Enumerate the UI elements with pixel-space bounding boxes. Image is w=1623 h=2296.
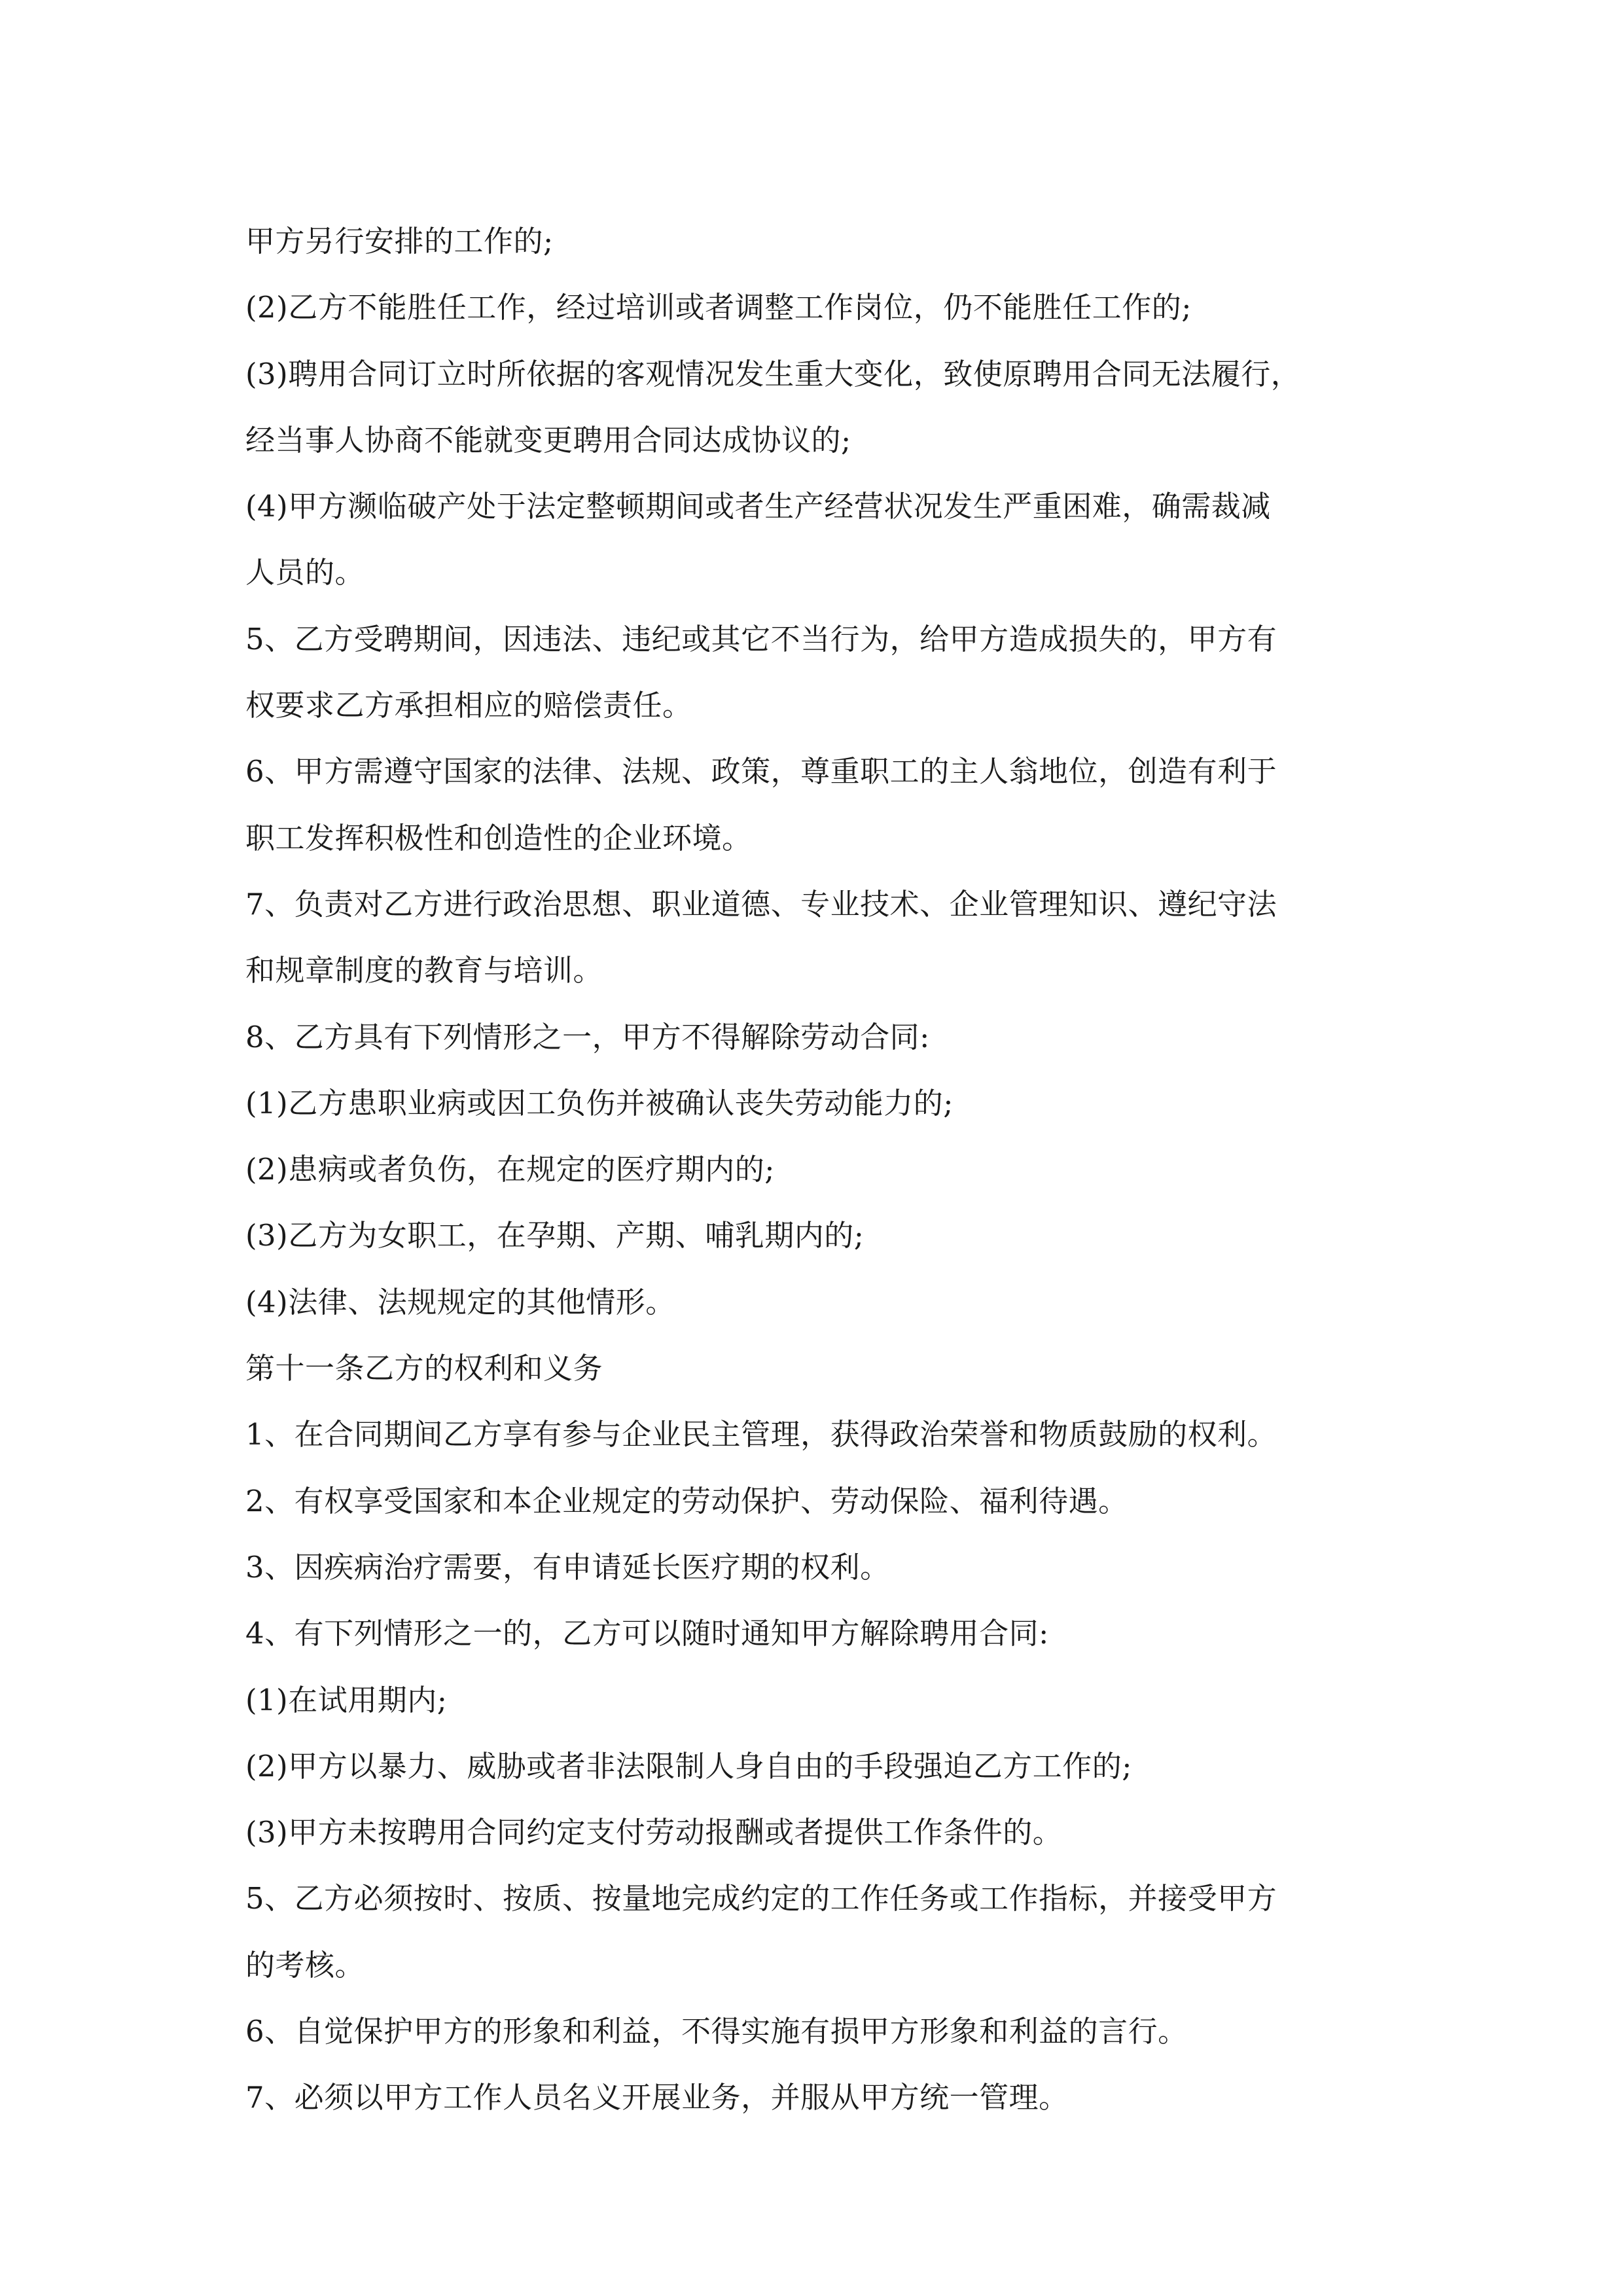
text-line: (3)甲方未按聘用合同约定支付劳动报酬或者提供工作条件的。 xyxy=(245,1815,1063,1850)
text-line: (1)在试用期内; xyxy=(245,1682,448,1717)
text-line: (2)乙方不能胜任工作，经过培训或者调整工作岗位，仍不能胜任工作的; xyxy=(245,290,1192,325)
text-line: (2)患病或者负伤，在规定的医疗期内的; xyxy=(245,1152,775,1187)
text-line: 的考核。 xyxy=(245,1947,365,1982)
text-line: 5、乙方受聘期间，因违法、违纪或其它不当行为，给甲方造成损失的，甲方有 xyxy=(245,621,1277,656)
text-line: (3)聘用合同订立时所依据的客观情况发生重大变化，致使原聘用合同无法履行， xyxy=(245,356,1301,391)
text-line: 3、因疾病治疗需要，有申请延长医疗期的权利。 xyxy=(245,1549,890,1585)
text-line: 2、有权享受国家和本企业规定的劳动保护、劳动保险、福利待遇。 xyxy=(245,1483,1128,1518)
text-line: (3)乙方为女职工，在孕期、产期、哺乳期内的; xyxy=(245,1218,865,1253)
text-line: 经当事人协商不能就变更聘用合同达成协议的; xyxy=(245,422,851,457)
text-line: 甲方另行安排的工作的; xyxy=(245,224,554,259)
text-line: (4)甲方濒临破产处于法定整顿期间或者生产经营状况发生严重困难，确需裁减 xyxy=(245,489,1271,524)
document-body xyxy=(245,208,1397,2131)
text-line: 和规章制度的教育与培训。 xyxy=(245,953,603,988)
text-line: 4、有下列情形之一的，乙方可以随时通知甲方解除聘用合同: xyxy=(245,1616,1049,1651)
text-line: 权要求乙方承担相应的赔偿责任。 xyxy=(245,688,692,723)
text-line: 8、乙方具有下列情形之一，甲方不得解除劳动合同: xyxy=(245,1019,930,1054)
text-line: (4)法律、法规规定的其他情形。 xyxy=(245,1284,675,1319)
section-heading: 第十一条乙方的权利和义务 xyxy=(245,1351,603,1386)
text-line: 6、甲方需遵守国家的法律、法规、政策，尊重职工的主人翁地位，创造有利于 xyxy=(245,754,1277,789)
text-line: 1、在合同期间乙方享有参与企业民主管理，获得政治荣誉和物质鼓励的权利。 xyxy=(245,1417,1277,1452)
text-line: (1)乙方患职业病或因工负伤并被确认丧失劳动能力的; xyxy=(245,1085,954,1121)
text-line: 人员的。 xyxy=(245,555,365,590)
text-line: 7、必须以甲方工作人员名义开展业务，并服从甲方统一管理。 xyxy=(245,2080,1069,2115)
text-line: 5、乙方必须按时、按质、按量地完成约定的工作任务或工作指标，并接受甲方 xyxy=(245,1881,1277,1916)
text-line: 6、自觉保护甲方的形象和利益，不得实施有损甲方形象和利益的言行。 xyxy=(245,2014,1188,2049)
text-line: 7、负责对乙方进行政治思想、职业道德、专业技术、企业管理知识、遵纪守法 xyxy=(245,886,1277,922)
text-line: 职工发挥积极性和创造性的企业环境。 xyxy=(245,820,752,855)
text-line: (2)甲方以暴力、威胁或者非法限制人身自由的手段强迫乙方工作的; xyxy=(245,1748,1132,1784)
